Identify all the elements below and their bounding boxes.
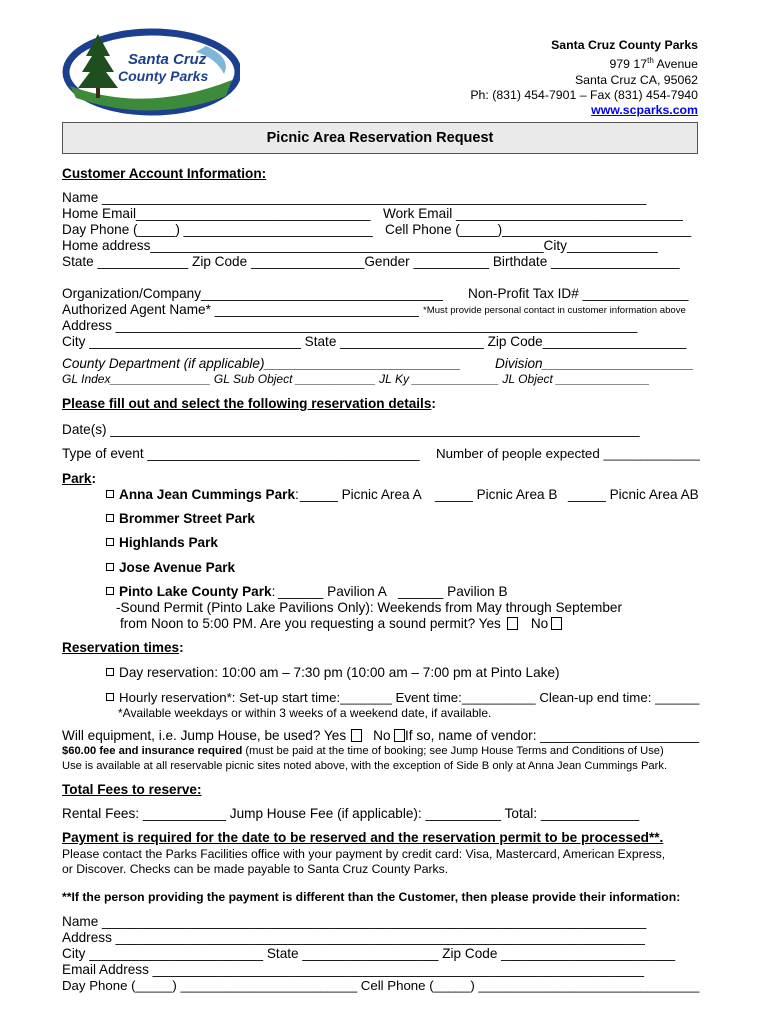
equipment-yes-checkbox[interactable] bbox=[351, 729, 362, 742]
pavilion-a-field[interactable]: ______ Pavilion A bbox=[278, 584, 387, 599]
org-website-link[interactable]: www.scparks.com bbox=[591, 102, 698, 117]
work-email-field[interactable]: Work Email ______________________________ bbox=[383, 206, 683, 221]
hourly-reservation-label: Hourly reservation*: Set-up start time:_______ Event time:__________ Clean-up end time: ______ bbox=[119, 690, 700, 705]
fees-heading: Total Fees to reserve: bbox=[62, 782, 202, 797]
org-street bbox=[430, 53, 698, 72]
jose-option[interactable] bbox=[106, 560, 235, 576]
pinto-colon: : bbox=[271, 584, 276, 599]
anna-jean-label: Anna Jean Cummings Park bbox=[119, 487, 296, 502]
dates-field[interactable]: Date(s) ______________________________________________________________________ bbox=[62, 422, 640, 437]
org-address-field[interactable]: Address _____________________________________________________________________ bbox=[62, 318, 638, 333]
brommer-option[interactable] bbox=[106, 511, 255, 527]
fees-line[interactable]: Rental Fees: ___________ Jump House Fee (if applicable): __________ Total: _____________ bbox=[62, 806, 640, 821]
form-title: Picnic Area Reservation Request bbox=[266, 130, 494, 146]
cell-phone-field[interactable]: Cell Phone (_____)_________________________ bbox=[385, 222, 692, 237]
brommer-checkbox[interactable] bbox=[106, 514, 114, 522]
highlands-checkbox[interactable] bbox=[106, 538, 114, 546]
payer-address-field[interactable]: Address ______________________________________________________________________ bbox=[62, 930, 645, 945]
division-field[interactable]: Division____________________ bbox=[495, 356, 694, 371]
payment-instructions-2: or Discover. Checks can be made payable to Santa Cruz County Parks. bbox=[62, 862, 449, 876]
times-heading: Reservation times bbox=[62, 640, 180, 655]
pinto-option[interactable] bbox=[106, 584, 275, 600]
organization-field[interactable]: Organization/Company________________________________ bbox=[62, 286, 443, 301]
sound-no-checkbox[interactable] bbox=[551, 617, 562, 630]
details-colon: : bbox=[431, 396, 436, 411]
day-reservation-checkbox[interactable] bbox=[106, 668, 114, 676]
jose-label: Jose Avenue Park bbox=[119, 560, 236, 575]
highlands-option[interactable] bbox=[106, 535, 218, 551]
payment-instructions-1: Please contact the Parks Facilities office with your payment by credit card: Visa, Mastercard, American Express, bbox=[62, 847, 666, 861]
customer-heading: Customer Account Information: bbox=[62, 166, 267, 181]
customer-name-field[interactable]: Name ________________________________________________________________________ bbox=[62, 190, 647, 205]
logo-text-line2: County Parks bbox=[118, 68, 209, 84]
highlands-label: Highlands Park bbox=[119, 535, 218, 550]
fee-bold: $60.00 fee and insurance required bbox=[62, 745, 243, 757]
pavilion-b-field[interactable]: ______ Pavilion B bbox=[398, 584, 508, 599]
payer-email-field[interactable]: Email Address _________________________________________________________________ bbox=[62, 962, 645, 977]
org-name: Santa Cruz County Parks bbox=[551, 38, 698, 52]
payer-phone-field[interactable]: Day Phone (_____) ________________________ Cell Phone (_____) ______________________________ bbox=[62, 978, 700, 993]
day-phone-field[interactable]: Day Phone (_____) _________________________ bbox=[62, 222, 373, 237]
jump-house-fee-text bbox=[62, 744, 664, 758]
equipment-yes-label: Will equipment, i.e. Jump House, be used? Yes bbox=[62, 728, 347, 743]
details-heading: Please fill out and select the following reservation details bbox=[62, 396, 432, 411]
fee-rest: (must be paid at the time of booking; see Jump House Terms and Conditions of Use) bbox=[242, 745, 664, 757]
anna-jean-option[interactable] bbox=[106, 487, 299, 503]
tax-id-field[interactable]: Non-Profit Tax ID# ______________ bbox=[468, 286, 689, 301]
sound-yes-checkbox[interactable] bbox=[507, 617, 518, 630]
brommer-label: Brommer Street Park bbox=[119, 511, 255, 526]
org-city: Santa Cruz CA, 95062 bbox=[574, 72, 698, 87]
state-zip-gender-birthdate-field[interactable]: State ____________ Zip Code _______________Gender __________ Birthdate _________________ bbox=[62, 254, 680, 269]
payment-note: **If the person providing the payment is different than the Customer, then please provide their information: bbox=[62, 890, 681, 904]
equipment-no-checkbox[interactable] bbox=[394, 729, 405, 742]
county-department-field[interactable]: County Department (if applicable)__________________________ bbox=[62, 356, 462, 371]
street-number: 979 17 bbox=[609, 57, 648, 72]
hourly-reservation-checkbox[interactable] bbox=[106, 693, 114, 701]
event-type-field[interactable]: Type of event ____________________________________ bbox=[62, 446, 420, 461]
hourly-note: *Available weekdays or within 3 weeks of a weekend date, if available. bbox=[118, 706, 492, 720]
agent-note: *Must provide personal contact in customer information above bbox=[423, 305, 686, 316]
org-city-state-zip-field[interactable]: City ____________________________ State ___________________ Zip Code___________________ bbox=[62, 334, 687, 349]
sound-permit-yes-label: from Noon to 5:00 PM. Are you requesting a sound permit? Yes bbox=[120, 616, 501, 631]
home-address-field[interactable]: Home address____________________________________________________City____________ bbox=[62, 238, 658, 253]
gl-index-field[interactable]: GL Index_______________ GL Sub Object ____________ JL Ky _____________ JL Object ______________ bbox=[62, 372, 650, 386]
form-title-box bbox=[62, 122, 698, 154]
org-address-block bbox=[430, 38, 698, 118]
street-name: Avenue bbox=[653, 57, 698, 72]
park-colon: : bbox=[91, 471, 97, 486]
picnic-area-a-field[interactable]: _____ Picnic Area A bbox=[300, 487, 422, 502]
sound-permit-question bbox=[120, 616, 565, 632]
logo-text-line1: Santa Cruz bbox=[128, 51, 207, 68]
jump-house-availability: Use is available at all reservable picnic sites noted above, with the exception of Side B only at Anna Jean Cummings Park. bbox=[62, 760, 668, 772]
details-heading-row bbox=[62, 396, 436, 412]
payment-heading: Payment is required for the date to be reserved and the reservation permit to be processed**. bbox=[62, 830, 664, 845]
equipment-no-label: No bbox=[373, 728, 391, 743]
people-expected-field[interactable]: Number of people expected _____________ bbox=[436, 446, 700, 461]
vendor-field[interactable]: If so, name of vendor: _____________________ bbox=[405, 728, 700, 743]
times-colon: : bbox=[179, 640, 184, 655]
equipment-question bbox=[62, 728, 408, 744]
payer-city-state-zip-field[interactable]: City _______________________ State __________________ Zip Code _______________________ bbox=[62, 946, 676, 961]
anna-jean-checkbox[interactable] bbox=[106, 490, 114, 498]
home-email-field[interactable]: Home Email_______________________________ bbox=[62, 206, 371, 221]
anna-jean-colon: : bbox=[295, 487, 299, 502]
park-heading: Park bbox=[62, 471, 92, 486]
day-reservation-label: Day reservation: 10:00 am – 7:30 pm (10:00 am – 7:00 pm at Pinto Lake) bbox=[119, 665, 560, 680]
santa-cruz-county-parks-logo bbox=[56, 28, 240, 120]
day-reservation-option[interactable] bbox=[106, 665, 560, 681]
jose-checkbox[interactable] bbox=[106, 563, 114, 571]
authorized-agent-field[interactable]: Authorized Agent Name* ___________________________ bbox=[62, 302, 419, 317]
org-phone: Ph: (831) 454-7901 – Fax (831) 454-7940 bbox=[470, 87, 698, 102]
picnic-area-b-field[interactable]: _____ Picnic Area B bbox=[435, 487, 558, 502]
times-heading-row bbox=[62, 640, 184, 656]
park-heading-row bbox=[62, 471, 96, 487]
pinto-label: Pinto Lake County Park bbox=[119, 584, 272, 599]
pinto-checkbox[interactable] bbox=[106, 587, 114, 595]
picnic-area-ab-field[interactable]: _____ Picnic Area AB bbox=[568, 487, 699, 502]
sound-permit-no-label: No bbox=[530, 616, 549, 631]
street-suffix: th bbox=[647, 56, 654, 66]
hourly-reservation-option[interactable] bbox=[106, 690, 699, 706]
sound-permit-text: -Sound Permit (Pinto Lake Pavilions Only): Weekends from May through September bbox=[116, 600, 622, 615]
payer-name-field[interactable]: Name ________________________________________________________________________ bbox=[62, 914, 647, 929]
